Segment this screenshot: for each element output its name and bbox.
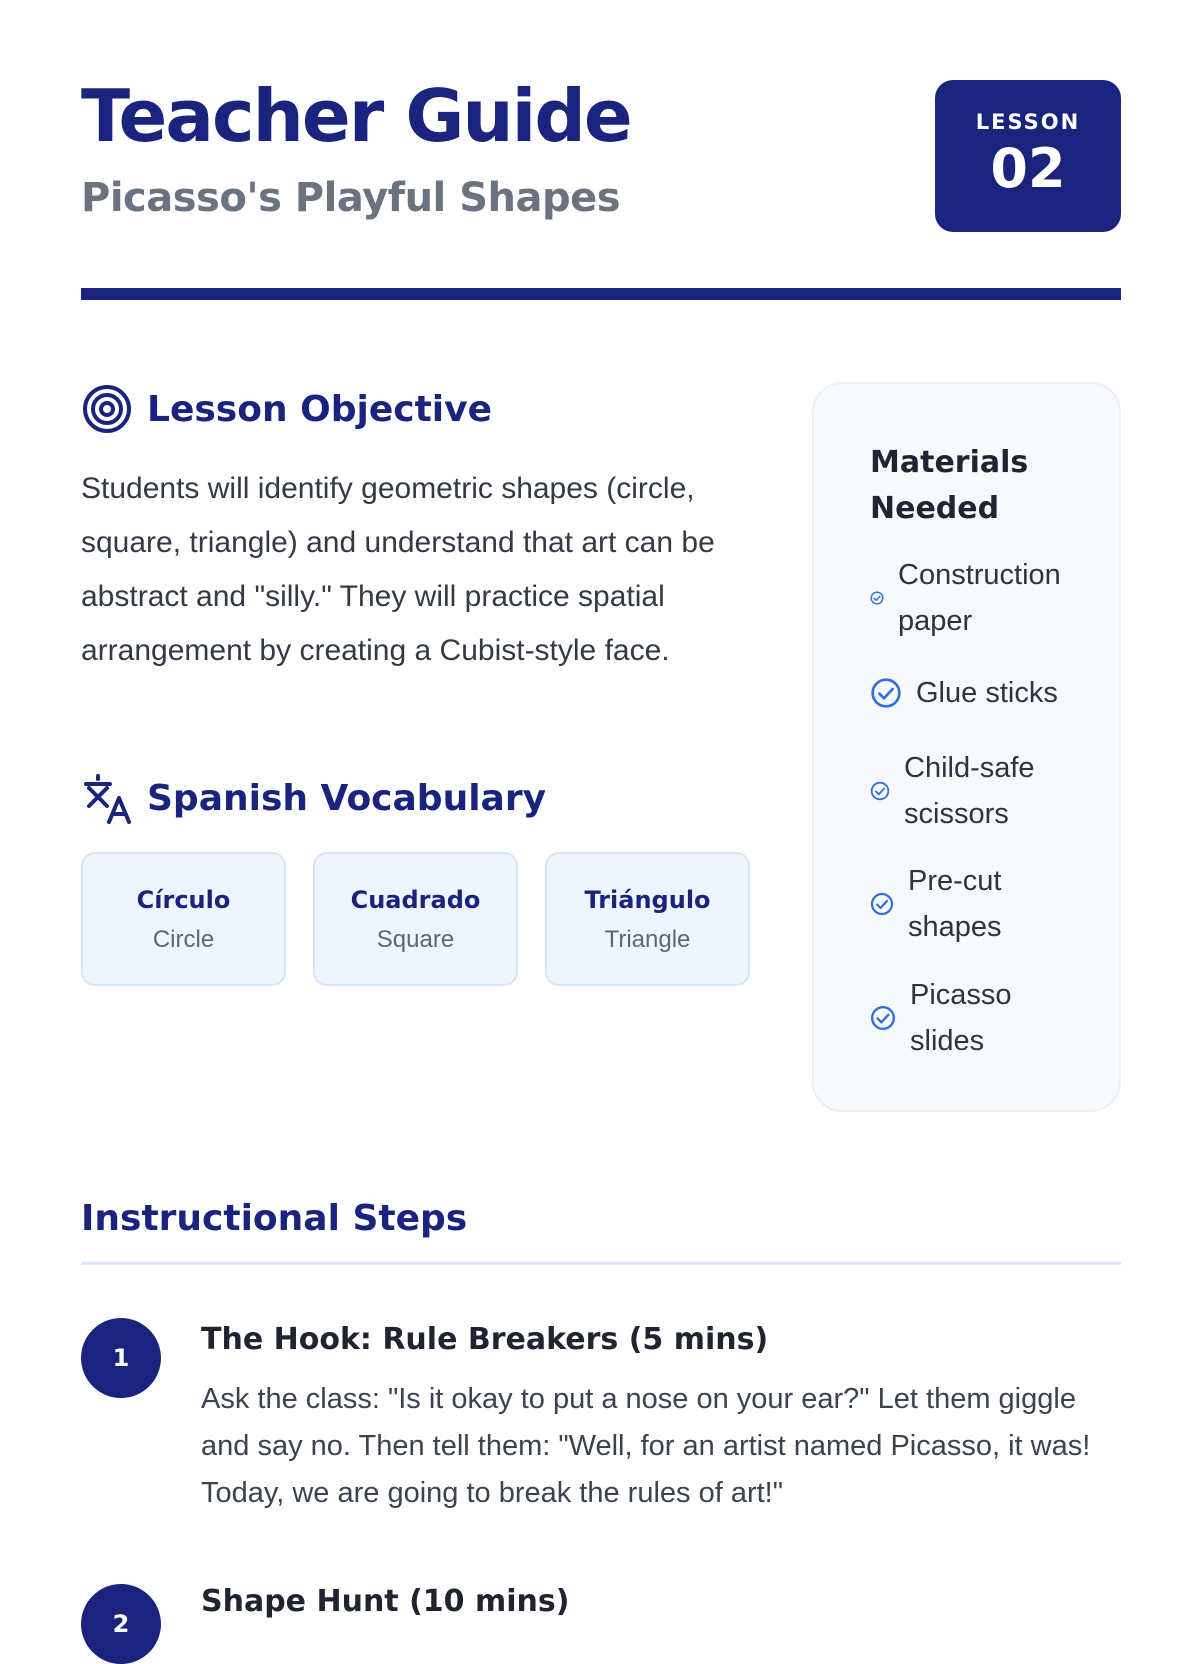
check-circle-icon (870, 591, 884, 605)
materials-item-label: Construction paper (898, 559, 1061, 637)
page-title: Teacher Guide (81, 74, 631, 158)
vocab-card-square (313, 852, 518, 986)
materials-item-label: Child-safe scissors (904, 752, 1035, 830)
objective-heading-label: Lesson Objective (147, 388, 493, 430)
materials-item (870, 552, 1078, 644)
vocab-spanish: Cuadrado (350, 886, 481, 914)
step-title: Shape Hunt (10 mins) (201, 1584, 570, 1619)
check-circle-icon (870, 677, 902, 709)
materials-item (870, 670, 1058, 716)
vocab-english: Triangle (604, 926, 691, 953)
step-number-badge: 1 (81, 1318, 161, 1398)
materials-heading: Materials Needed (870, 445, 1029, 526)
step-number-badge: 2 (81, 1584, 161, 1664)
translate-icon (81, 772, 133, 824)
target-icon (81, 383, 133, 435)
materials-item (870, 972, 1020, 1064)
vocab-spanish: Círculo (136, 886, 231, 914)
lesson-badge (935, 80, 1121, 232)
materials-card (812, 382, 1121, 1112)
vocab-spanish: Triángulo (584, 886, 711, 914)
header-divider (81, 288, 1121, 300)
materials-item (870, 858, 1018, 950)
objective-heading (81, 383, 492, 435)
vocab-english: Circle (152, 926, 215, 953)
page-subtitle: Picasso's Playful Shapes (81, 175, 621, 221)
steps-divider (81, 1262, 1121, 1265)
materials-item-label: Picasso slides (910, 979, 1012, 1057)
vocabulary-heading (81, 772, 546, 824)
check-circle-icon (870, 1005, 896, 1031)
check-circle-icon (870, 781, 890, 801)
materials-item-label: Pre-cut shapes (908, 865, 1002, 943)
check-circle-icon (870, 892, 894, 916)
objective-text: Students will identify geometric shapes (circle, square, triangle) and understand that art can be abstract and "silly." They will practice spatial arrangement by creating a Cubist-style face. (81, 472, 715, 667)
vocab-card-triangle (545, 852, 750, 986)
vocab-card-circle (81, 852, 286, 986)
materials-item-label: Glue sticks (916, 677, 1058, 709)
step-body: Ask the class: "Is it okay to put a nose on your ear?" Let them giggle and say no. Then tell them: "Well, for an artist named Picasso, it was! Today, we are going to break the rules of art!" (201, 1383, 1091, 1509)
step-title: The Hook: Rule Breakers (5 mins) (201, 1322, 769, 1357)
vocabulary-heading-label: Spanish Vocabulary (147, 777, 547, 819)
steps-heading: Instructional Steps (81, 1198, 468, 1239)
teacher-guide-page (81, 0, 1121, 1638)
lesson-number: 02 (990, 137, 1066, 200)
vocab-english: Square (376, 926, 455, 953)
lesson-label: LESSON (975, 110, 1081, 134)
vocabulary-cards (81, 852, 755, 986)
materials-item (870, 745, 1054, 837)
